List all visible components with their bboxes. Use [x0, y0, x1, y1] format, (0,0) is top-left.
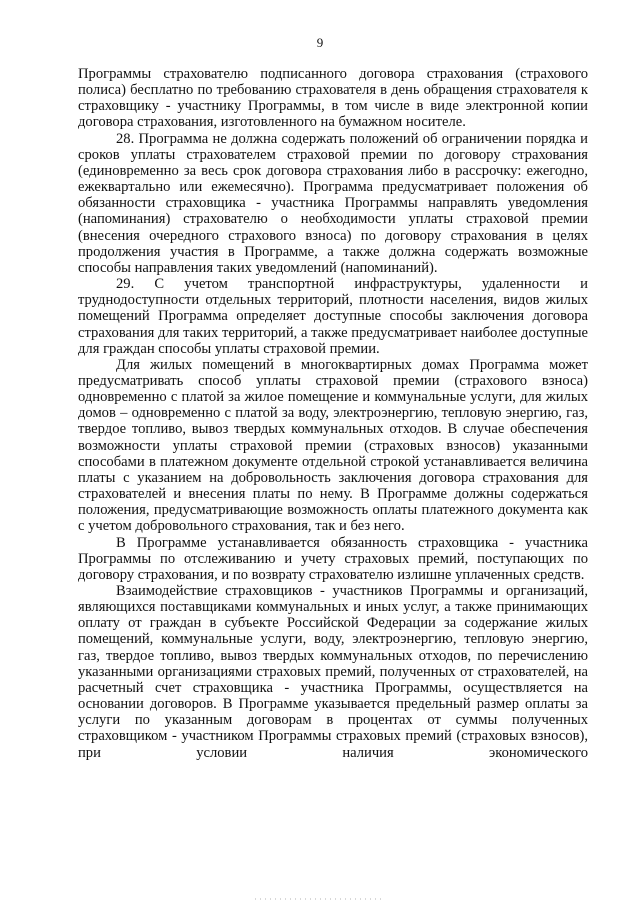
paragraph-continuation: Программы страхователю подписанного договора страхования (страхового полиса) бесплатно по требованию страхователя в день обращения страхователя к страховщику - участнику Программы, в том числе в виде электронной копии договора страхования, изготовленного на бумажном носителе. — [78, 66, 588, 131]
paragraph-interaction: Взаимодействие страховщиков - участников Программы и организаций, являющихся поставщиками коммунальных и иных услуг, а также принимающих оплату от граждан в субъекте Российской Федерации за содержание жилых помещений, коммунальные услуги, воду, электроэнергию, тепловую энергию, газ, твердое топливо, вывоз твердых коммунальных отходов, по перечислению указанными организациями страховых премий, полученных от страхователей, на расчетный счет страховщика - участника Программы, осуществляется на основании договоров. В Программе указывается предельный размер оплаты за услуги по указанным договорам в процентах от суммы полученных страховщиком - участником Программы страховых премий (страховых взносов), при условии наличия экономического — [78, 583, 588, 761]
paragraph-29: 29. С учетом транспортной инфраструктуры, удаленности и труднодоступности отдельных территорий, плотности населения, видов жилых помещений Программа определяет доступные способы заключения договора страхования для таких территорий, а также предусматривает наиболее доступные для граждан способы уплаты страховой премии. — [78, 276, 588, 357]
document-body — [78, 66, 588, 761]
paragraph-28: 28. Программа не должна содержать положений об ограничении порядка и сроков уплаты страхователем страховой премии по договору страхования (единовременно за весь срок договора страхования либо в рассрочку: ежегодно, ежеквартально или ежемесячно). Программа предусматривает положения об обязанности страховщика - участника Программы направлять уведомления (напоминания) страхователю о необходимости уплаты страховой премии (внесения очередного страхового взноса) по договору страхования в целях продолжения участия в Программе, а также должна содержать возможные способы направления таких уведомлений (напоминаний). — [78, 130, 588, 276]
page-number: 9 — [316, 35, 324, 50]
scan-artifact — [255, 898, 385, 900]
paragraph-insurer-duty: В Программе устанавливается обязанность страховщика - участника Программы по отслеживанию и учету страховых премий, поступающих по договору страхования, и по возврату страхователю излишне уплаченных средств. — [78, 534, 588, 583]
paragraph-apartment-payment: Для жилых помещений в многоквартирных домах Программа может предусматривать способ уплаты страховой премии (страхового взноса) одновременно с платой за жилое помещение и коммунальные услуги, для жилых домов – одновременно с платой за воду, электроэнергию, тепловую энергию, газ, твердое топливо, вывоз твердых коммунальных отходов. В случае обеспечения возможности уплаты страховой премии (страховых взносов) указанными способами в платежном документе отдельной строкой устанавливается величина платы с указанием на добровольность заключения договора страхования для страхователей и внесения платы по нему. В Программе должны содержаться положения, предусматривающие возможность оплаты платежного документа как с учетом добровольного страхования, так и без него. — [78, 356, 588, 535]
